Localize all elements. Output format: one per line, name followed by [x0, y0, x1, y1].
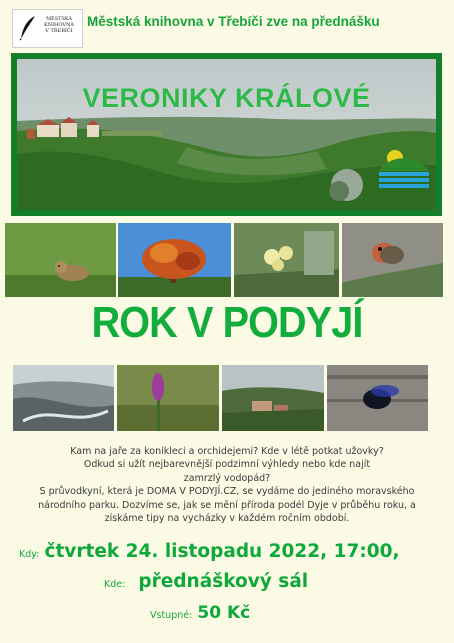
- description-p2: Odkud si užít nejbarevnější podzimní výhledy nebo kde najít zamrzlý vodopád?: [83, 459, 371, 484]
- where-line: [104, 571, 308, 592]
- photo-pasque-flowers: [234, 223, 339, 297]
- when-label: Kdy:: [19, 549, 40, 560]
- header-title: Městská knihovna v Třebíči zve na přednášku: [87, 14, 380, 29]
- when-line: [19, 541, 400, 562]
- where-label: Kde:: [104, 579, 126, 590]
- banner: [11, 53, 442, 216]
- library-logo: [12, 9, 83, 48]
- banner-landscape-photo: [17, 59, 436, 210]
- photo-carpenter-bee: [327, 365, 428, 431]
- fee-line: [150, 603, 250, 623]
- photo-robin: [342, 223, 443, 297]
- photo-orchid: [117, 365, 219, 431]
- quill-icon: [19, 15, 37, 41]
- fee-value: 50 Kč: [197, 603, 251, 623]
- photo-town-view: [222, 365, 324, 431]
- where-value: přednáškový sál: [138, 571, 309, 592]
- photo-ground-squirrel: [5, 223, 116, 297]
- speaker-name: VERONIKY KRÁLOVÉ: [82, 83, 371, 113]
- headline: ROK V PODYJÍ: [91, 298, 363, 347]
- description: [18, 445, 436, 525]
- photo-autumn-tree: [118, 223, 231, 297]
- logo-text: MĚSTSKÁ KNIHOVNA V TŘEBÍČI: [43, 16, 75, 34]
- fee-label: Vstupné:: [150, 610, 193, 621]
- description-p1: Kam na jaře za konikleci a orchidejemi? Kde v létě potkat užovky?: [70, 446, 384, 457]
- description-p3: S průvodkyní, která je DOMA V PODYJÍ.CZ, se vydáme do jediného moravského národního parku. Dozvíme se, jak se mění příroda podél Dyje v průběhu roku, a získáme tipy na vycházky v každém ročním období.: [38, 486, 416, 525]
- when-value: čtvrtek 24. listopadu 2022, 17:00,: [44, 541, 400, 562]
- photo-winter-valley: [13, 365, 114, 431]
